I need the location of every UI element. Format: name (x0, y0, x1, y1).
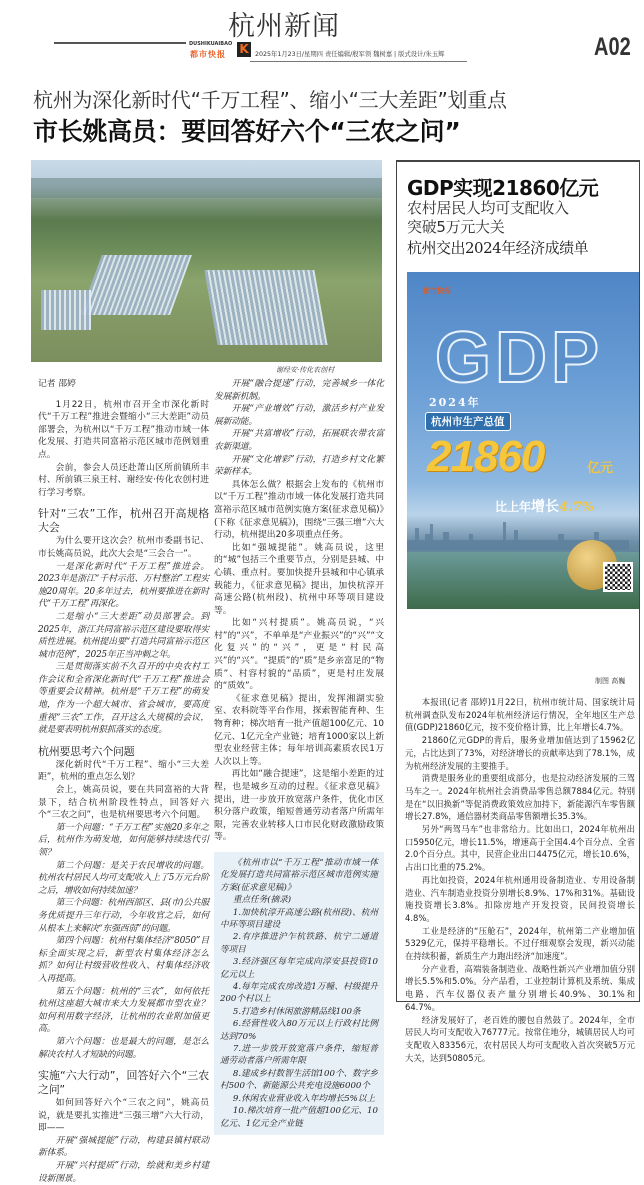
paragraph: 经济发展好了，老百姓的腰包自然鼓了。2024年，全市居民人均可支配收入76777元。按常住地分，城镇居民人均可支配收入83356元，农村居民人均可支配收入首次突破5万元大关，达到50805元。 (405, 1014, 635, 1063)
village-aerial-photo (31, 160, 382, 362)
main-headline: 市长姚高员：要回答好六个“三农之问” (33, 117, 461, 146)
growth-word: 增长 (531, 499, 560, 515)
poster-unit: 亿元 (587, 461, 614, 476)
sidebar-subtitle: 突破5万元大关 (407, 218, 505, 236)
section-heading: 杭州要思考六个问题 (38, 744, 135, 758)
paragraph: 为什么要开这次会？杭州市委副书记、市长姚高员说，此次大会是“三会合一”。 (38, 536, 209, 559)
sidebar-subtitle: 杭州交出2024年经济成绩单 (407, 239, 589, 257)
gdp-infographic (407, 272, 639, 609)
sidebar-subtitle: 农村居民人均可支配收入 (407, 199, 569, 217)
paragraph: 比如“强城提能”。姚高员说，这里的“城”包括三个重要节点，分别是县城、中心镇、重点村。要加快提升县城和中心镇承载能力，《征求意见稿》提出，加快杭淳开高速公路(杭州段)、杭州中环等项目建设等。 (214, 542, 384, 616)
divider (250, 61, 467, 62)
poster-gdp-value: 21860 (427, 432, 545, 481)
task-item: 6.经营性收入80万元以上行政村比例达到70% (220, 1019, 378, 1042)
paragraph: 开展“融合提速”行动，完善城乡一体化发展新机制。 (214, 379, 384, 402)
task-item: 5.打造乡村休闲旅游精品线100条 (232, 1006, 361, 1017)
paragraph: 具体怎么做？根据会上发布的《杭州市以“千万工程”推动市域一体化发展打造共同富裕示范区城市范例实施方案(征求意见稿)》(下称《征求意见稿》)，围绕“三强三增”六大行动，杭州提出20多项重点任务。 (214, 479, 384, 541)
task-item: 4.每年完成农房改造1万幢、村级提升200个村以上 (220, 982, 378, 1005)
sidebar-article (405, 696, 635, 1064)
paragraph: 二是缩小“三大差距”动员部署会。到2025年，浙江共同富裕示范区建设要取得实质性进展。杭州提出要“打造共同富裕示范区城市范例”，2025年正当冲刺之年。 (38, 611, 209, 660)
task-item: 8.建成乡村数智生活馆100个、数字乡村500个、新能源公共充电设施6000个 (220, 1068, 378, 1092)
box-title: 《杭州市以“千万工程”推动市域一体化发展打造共同富裕示范区城市范例实施方案(征求意见稿)》 (220, 857, 378, 893)
section-heading: 针对“三农”工作，杭州召开高规格大会 (38, 507, 209, 535)
growth-value: 4.7% (559, 500, 594, 515)
poster-growth (495, 496, 594, 516)
paragraph: 会前，参会人员还赴萧山区所前镇所丰村、所前镇三泉王村、谢经安·传化农创村进行学习考察。 (38, 462, 209, 498)
task-item: 1.加快杭淳开高速公路(杭州段)、杭州中环等项目建设 (220, 907, 378, 930)
poster-logo: 都市快报 (423, 287, 451, 295)
byline: 记者 邵婷 (38, 379, 76, 389)
kicker-headline: 杭州为深化新时代“千万工程”、缩小“三大差距”划重点 (33, 88, 507, 112)
box-subtitle: 重点任务(摘录) (232, 895, 292, 906)
paragraph: 会上，姚高员说，要在共同富裕的大背景下，结合杭州阶段性特点，回答好六个“三农之问”，也是杭州要思考六个问题。 (38, 785, 209, 821)
task-item: 3.经济强区每年完成向淳安县投资10亿元以上 (220, 957, 378, 980)
paragraph: 开展“产业增效”行动，激活乡村产业发展新动能。 (214, 404, 384, 427)
poster-gdp-text: GDP (435, 318, 604, 398)
paragraph: 三是贯彻落实前不久召开的中央农村工作会议和全省深化新时代“千万工程”推进会等重要会议精神。杭州是“千万工程”的萌发地，作为一个超大城市、省会城市，要高度重视“三农”工作，召开这么大规模的会议，就是要表明杭州狠抓落实的态度。 (38, 662, 209, 736)
paragraph: 开展“共富增收”行动，拓展联农带农富农新渠道。 (214, 429, 384, 452)
task-item: 9.休闲农业营业收入年均增长5%以上 (232, 1093, 376, 1104)
brand-name: 都市快报 (190, 50, 226, 59)
task-item: 10.梯次培育一批产值超100亿元、10亿元、1亿元全产业链 (220, 1106, 378, 1129)
paragraph: 本报讯(记者 邵婷)1月22日，杭州市统计局、国家统计局杭州调查队发布2024年杭州经济运行情况，全年地区生产总值(GDP)21860亿元，按不变价格计算，比上年增长4.7%。 (405, 697, 635, 733)
paragraph: 再比如“融合提速”，这是缩小差距的过程，也是城乡互动的过程。《征求意见稿》提出，进一步放开放宽落户条件，优化市区积分落户政策，缩短普通劳动者落户所需年限，完善农业转移人口市民化财政激励政策等。 (214, 769, 384, 843)
divider (54, 42, 186, 44)
sidebar-title: GDP实现21860亿元 (407, 176, 599, 200)
article-column-1 (38, 378, 209, 1185)
page-number: A02 (594, 33, 631, 61)
paragraph: 再比如投资，2024年杭州通用设备制造业、专用设备制造业、汽车制造业投资分别增长8.9%、17%和31%。基础设施投资增长3.8%。扣除房地产开发投资，民间投资增长4.8%。 (405, 874, 635, 923)
paragraph: 第四个问题：杭州村集体经济“8050”目标全面实现之后，新型农村集体经济怎么抓？如何让村级营收性收入、村集体经济收入再提高。 (38, 936, 209, 984)
paragraph: 分产业看，高端装备制造业、战略性新兴产业增加值分别增长5.5%和5.0%。分产品看，工业控制计算机及系统、集成电路、汽车仪器仪表产量分别增长40.9%、30.1%和64.7%。 (405, 963, 635, 1012)
section-heading: 实施“六大行动”，回答好六个“三农之问” (38, 1069, 209, 1097)
paragraph: 开展“文化增彩”行动，打造乡村文化繁荣新样本。 (214, 454, 384, 478)
paragraph: 开展“兴村提质”行动，绘就和美乡村建设新图景。 (38, 1161, 209, 1184)
paragraph: 1月22日，杭州市召开全市深化新时代“千万工程”推进会暨缩小“三大差距”动员部署会，为杭州以“千万工程”推动市域一体化发展、打造共同富裕示范区城市范例划重点。 (38, 399, 209, 460)
paragraph: 深化新时代“千万工程”、缩小“三大差距”，杭州的重点怎么划？ (38, 759, 209, 783)
task-item: 2.有序推进沪乍杭铁路、杭宁二通道等项目 (220, 932, 378, 955)
paragraph: 21860亿元GDP的背后，服务业增加值达到了15962亿元，占比达到了73%，对经济增长的贡献率达到了78.1%，成为杭州经济发展的主要推手。 (405, 735, 635, 771)
brand-name-en: DUSHIKUAIBAO (189, 41, 233, 47)
paragraph: 比如“兴村提质”。姚高员说，“兴村”的“兴”，不单单是“产业振兴”的“兴”“文化复兴”的“兴”，更是“村民高兴”的“兴”。“提质”的“质”是乡亲富足的“物质”、村容村貌的“品质”，更是村庄发展的“质效”。 (214, 618, 384, 692)
paragraph: 第六个问题：也是最大的问题，是怎么解决农村人才短缺的问题。 (38, 1036, 209, 1060)
article-column-2 (214, 378, 384, 1135)
paragraph: 消费是服务业的重要组成部分，也是拉动经济发展的三驾马车之一。2024年杭州社会消费品零售总额7884亿元。特别是在“以旧换新”等促消费政策效应加持下，新能源汽车零售额增长27.8%，通信器材类商品零售额增长35.3%。 (405, 773, 635, 822)
section-title: 杭州新闻 (228, 11, 340, 42)
dateline: 2025年1月23日/星期四 责任编辑/殷军领 魏树嘉 | 版式设计/朱玉辉 (255, 51, 445, 58)
paragraph: 一是深化新时代“千万工程”推进会。2023年是浙江“千村示范、万村整治”工程实施20周年。20多年过去，杭州要推进在新时代“千万工程”再深化。 (38, 561, 209, 610)
brand-logo-icon: K (237, 42, 251, 57)
qr-code[interactable] (603, 562, 633, 592)
paragraph: 工业是经济的“压舱石”，2024年，杭州第二产业增加值5329亿元，保持平稳增长。不过仔细观察会发现，新兴动能在持续积蓄，新质生产力跑出经济“加速度”。 (405, 925, 635, 962)
poster-label: 杭州市生产总值 (425, 412, 511, 431)
graphic-credit: 制图 高巍 (595, 677, 626, 685)
paragraph: 第二个问题：是关于农民增收的问题。杭州农村居民人均可支配收入上了5万元台阶之后，增收如何持续加速？ (38, 860, 209, 896)
paragraph: 如何回答好六个“三农之问”，姚高员说，就是要扎实推进“三强三增”六大行动，即—— (38, 1098, 209, 1134)
growth-prefix: 比上年 (495, 500, 532, 514)
paragraph: 《征求意见稿》提出，发挥湘湖实验室、农科院等平台作用，探索智能育种、生物育种；梯次培育一批产值超100亿元、10亿元、1亿元全产业链；培育1000家以上新型农业经营主体；每年培训高素质农民1万人次以上等。 (214, 693, 384, 767)
paragraph: 另外“两驾马车”也非常给力。比如出口，2024年杭州出口5950亿元，增长11.5%，增速高于全国4.4个百分点、全省2.0个百分点。其中，民营企业出口4475亿元，增长10.6%，占出口比重的75.2%。 (405, 824, 635, 873)
photo-caption: 谢经安·传化农创村 (276, 366, 335, 374)
poster-year: 2024年 (429, 396, 481, 409)
paragraph: 开展“强城提能”行动，构建县镇村联动新体系。 (38, 1135, 209, 1159)
key-tasks-box (214, 852, 384, 1135)
paragraph: 第五个问题：杭州的“三农”，如何依托杭州这座超大城市来大力发展都市型农业？如何利用数字经济，让杭州的农业附加值更高。 (38, 986, 209, 1035)
paragraph: 第一个问题：“千万工程”实施20多年之后，杭州作为萌发地，如何能够持续迭代引领？ (38, 822, 209, 858)
paragraph: 第三个问题：杭州西部区、县(市)公共服务优质提升三年行动，今年收官之后，如何从根本上来解决“东强西弱”的问题。 (38, 898, 209, 934)
task-item: 7.进一步放开放宽落户条件，缩短普通劳动者落户所需年限 (220, 1044, 378, 1067)
